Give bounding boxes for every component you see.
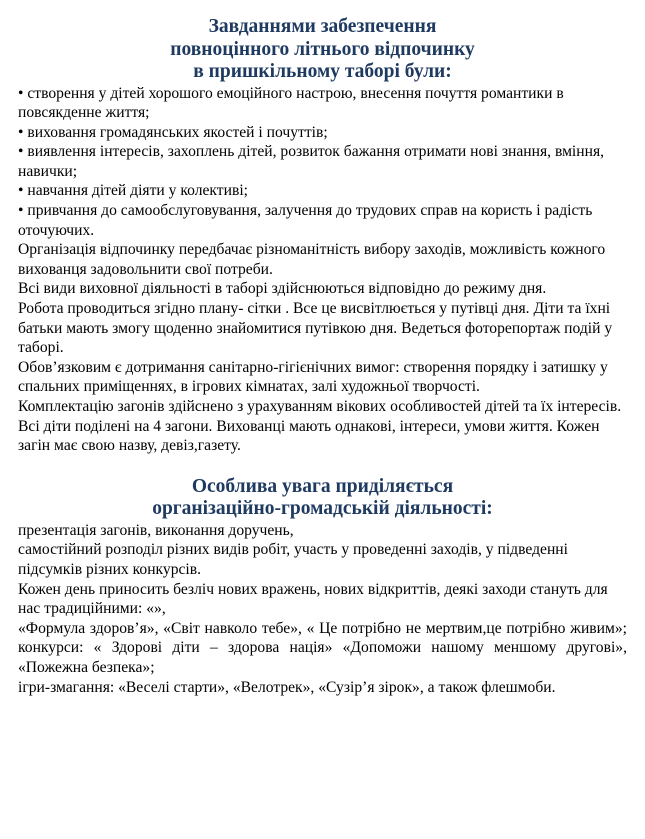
section1-heading-line: Завданнями забезпечення (208, 16, 437, 37)
bullet-item: • виявлення інтересів, захоплень дітей, розвиток бажання отримати нові знання, вміння, навички; (18, 143, 605, 180)
body-paragraph: Організація відпочинку передбачає різноманітність вибору заходів, можливість кожного вихованця задовольнити свої потреби. (18, 241, 606, 278)
section1-heading (18, 16, 627, 84)
events-paragraph: «Формула здоров’я», «Світ навколо тебе», « Це потрібно не мертвим,це потрібно живим»; конкурси: « Здорові діти – здорова нація» «Допоможи нашому меншому другові», «Пожежна безпека»; (18, 619, 627, 676)
section2-heading (18, 476, 627, 521)
section2-body (18, 521, 627, 697)
section2-heading-line: Особлива увага приділяється (191, 475, 454, 497)
body-paragraph: Обов’язковим є дотримання санітарно-гігієнічних вимог: створення порядку і затишку у спальних приміщеннях, в ігрових кімнатах, залі художньої творчості. (18, 358, 608, 396)
body-paragraph: презентація загонів, виконання доручень, (18, 521, 294, 539)
body-paragraph: Кожен день приносить безліч нових вражень, нових відкриттів, деякі заходи стануть для нас традиційними: «», (18, 580, 608, 618)
body-paragraph: Комплектацію загонів здійснено з урахуванням вікових особливостей дітей та їх інтересів. Всі діти поділені на 4 загони. Вихованці мають однакові, інтереси, умови життя. Кожен загін має свою назву, девіз,газету. (18, 398, 622, 455)
body-paragraph: самостійний розподіл різних видів робіт, участь у проведенні заходів, у підведенні підсумків різних конкурсів. (18, 541, 568, 578)
body-paragraph: Всі види виховної діяльності в таборі здійснюються відповідно до режиму дня. (18, 280, 547, 298)
section1-body (18, 240, 627, 456)
section1-heading-line: в пришкільному таборі були: (193, 61, 452, 82)
section2-heading-line: організаційно-громадській діяльності: (152, 498, 493, 520)
body-paragraph: Робота проводиться згідно плану- сітки . Все це висвітлюється у путівці дня. Діти та їхні батьки мають змогу щоденно знайомитися путівкою дня. Ведеться фоторепортаж подій у таборі. (18, 300, 613, 357)
games-paragraph: ігри-змагання: «Веселі старти», «Велотрек», «Сузір’я зірок», а також флешмоби. (18, 678, 556, 696)
bullet-item: • виховання громадянських якостей і почуттів; (18, 123, 328, 141)
bullet-item: • навчання дітей діяти у колективі; (18, 182, 248, 200)
section1-heading-line: повноцінного літнього відпочинку (170, 38, 475, 60)
bullet-item: • створення у дітей хорошого емоційного настрою, внесення почуття романтики в повсякденне життя; (18, 84, 564, 122)
bullet-item: • привчання до самообслуговування, залучення до трудових справ на користь і радість оточуючих. (18, 202, 593, 239)
task-bullet-list (18, 84, 627, 241)
